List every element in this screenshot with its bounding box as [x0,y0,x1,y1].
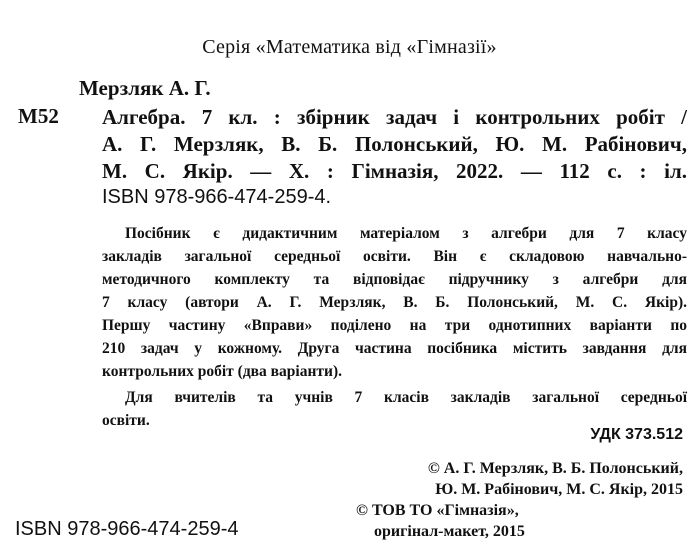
annotation-line: закладів загальної середньої освіти. Він є складовою навчально- [102,248,687,265]
annotation-line: Посібник є дидактичним матеріалом з алгебри для 7 класу [125,225,687,242]
library-code: М52 [18,104,59,128]
audience-line: освіти. [102,412,150,429]
copyright-publisher-line-1: © ТОВ ТО «Гімназія», [356,502,519,519]
bibliography-line-2: А. Г. Мерзляк, В. Б. Полонський, Ю. М. Рабінович, [102,132,687,156]
annotation-line: 7 класу (автори А. Г. Мерзляк, В. Б. Полонський, М. С. Якір). [102,294,687,311]
copyright-authors-line-1: © А. Г. Мерзляк, В. Б. Полонський, [427,460,683,477]
copyright-authors-line-2: Ю. М. Рабінович, М. С. Якір, 2015 [435,481,683,498]
udk-code: УДК 373.512 [590,426,683,443]
author-heading: Мерзляк А. Г. [79,76,211,100]
isbn: ISBN 978-966-474-259-4. [102,186,332,208]
annotation-line: Першу частину «Вправи» поділено на три однотипних варіанти по [102,317,687,334]
isbn-bottom: ISBN 978-966-474-259-4 [15,518,239,540]
annotation-line: методичного комплекту та відповідає підручнику з алгебри для [102,271,687,288]
annotation-line: контрольних робіт (два варіанти). [102,363,342,380]
copyright-publisher-line-2: оригінал-макет, 2015 [374,523,525,540]
audience-line: Для вчителів та учнів 7 класів закладів загальної середньої [125,389,687,406]
annotation-line: 210 задач у кожному. Друга частина посібника містить завдання для [102,340,687,357]
bibliography-line-1: Алгебра. 7 кл. : збірник задач і контрольних робіт / [102,105,687,129]
series-title: Серія «Математика від «Гімназії» [202,36,497,58]
bibliography-line-3: М. С. Якір. — Х. : Гімназія, 2022. — 112 с. : іл. [102,159,687,183]
